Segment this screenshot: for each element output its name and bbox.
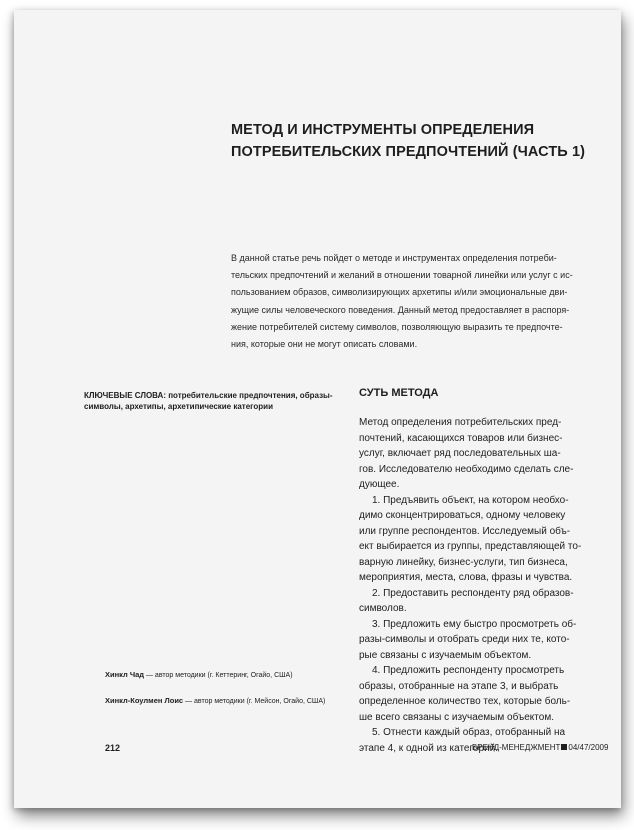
journal-name: БРЕНД-МЕНЕДЖМЕНТ — [472, 743, 561, 752]
author-name: Хинкл-Коулмен Лоис — [105, 696, 184, 705]
section-heading: СУТЬ МЕТОДА — [359, 387, 439, 399]
body-text — [359, 415, 599, 756]
footer-journal — [472, 743, 608, 752]
lead-line: пользованием образов, символизирующих архетипы и/или эмоциональные дви- — [231, 287, 568, 298]
author-name: Хинкл Чад — [105, 670, 145, 679]
keywords-block — [84, 390, 334, 412]
lead-line: жущие силы человеческого поведения. Данный метод предоставляет в распоря- — [231, 304, 570, 315]
body-line: Метод определения потребительских пред- — [359, 417, 562, 428]
body-line: определенное количество тех, которые боль- — [359, 696, 571, 707]
body-line: ше всего связаны с изучаемым объектом. — [359, 711, 554, 723]
body-line: димо сконцентрироваться, одному человеку — [359, 510, 566, 521]
body-line: 1. Предъявить объект, на котором необхо- — [372, 494, 569, 506]
body-line: рые связаны с изучаемым объектом. — [359, 649, 532, 661]
keywords-line: символы, архетипы, архетипические категории — [84, 402, 274, 411]
lead-line: В данной статье речь пойдет о методе и инструментах определения потреби- — [231, 253, 557, 263]
title-line: МЕТОД И ИНСТРУМЕНТЫ ОПРЕДЕЛЕНИЯ — [231, 122, 535, 138]
lead-paragraph — [231, 250, 608, 353]
body-line: образы, отобранные на этапе 3, и выбрать — [359, 680, 559, 692]
author-credit — [105, 670, 293, 679]
body-line: варную линейку, бизнес-услуги, тип бизнеса, — [359, 556, 568, 568]
body-line: 2. Предоставить респонденту ряд образов- — [372, 587, 574, 599]
body-line: этапе 4, к одной из категорий. — [359, 742, 498, 754]
author-info: — автор методики (г. Кеттеринг, Огайо, США) — [144, 672, 293, 679]
square-bullet-icon — [561, 744, 567, 750]
body-line: гов. Исследователю необходимо сделать сле- — [359, 463, 574, 475]
lead-line: жение потребителей систему символов, позволяющую выразить те предпочте- — [231, 321, 563, 332]
lead-line: тельских предпочтений и желаний в отношении товарной линейки или услуг с ис- — [231, 270, 573, 281]
page-number: 212 — [105, 743, 121, 753]
lead-line: ния, которые они не могут описать словами. — [231, 339, 418, 350]
body-line: услуг, включает ряд последовательных ша- — [359, 448, 561, 459]
author-info: — автор методики (г. Мейсон, Огайо, США) — [183, 698, 326, 705]
issue-number: 04/47/2009 — [568, 743, 609, 752]
body-line: дующее. — [359, 479, 400, 490]
body-line: разы-символы и отобрать среди них те, кото- — [359, 634, 570, 645]
body-line: 3. Предложить ему быстро просмотреть об- — [372, 618, 577, 630]
body-line: 5. Отнести каждый образ, отобранный на — [372, 727, 566, 738]
body-line: 4. Предложить респонденту просмотреть — [372, 665, 565, 676]
keywords-line: КЛЮЧЕВЫЕ СЛОВА: потребительские предпочтения, образы- — [84, 391, 333, 400]
body-line: символов. — [359, 603, 407, 614]
body-line: ект выбирается из группы, представляющей то- — [359, 541, 582, 552]
body-line: или группе респондентов. Исследуемый объ- — [359, 525, 571, 537]
document-page — [14, 10, 621, 808]
title-line: ПОТРЕБИТЕЛЬСКИХ ПРЕДПОЧТЕНИЙ (ЧАСТЬ 1) — [231, 144, 586, 160]
body-line: мероприятия, места, слова, фразы и чувства. — [359, 572, 573, 583]
body-line: почтений, касающихся товаров или бизнес- — [359, 432, 563, 444]
article-title — [231, 119, 611, 163]
author-credit — [105, 696, 325, 705]
